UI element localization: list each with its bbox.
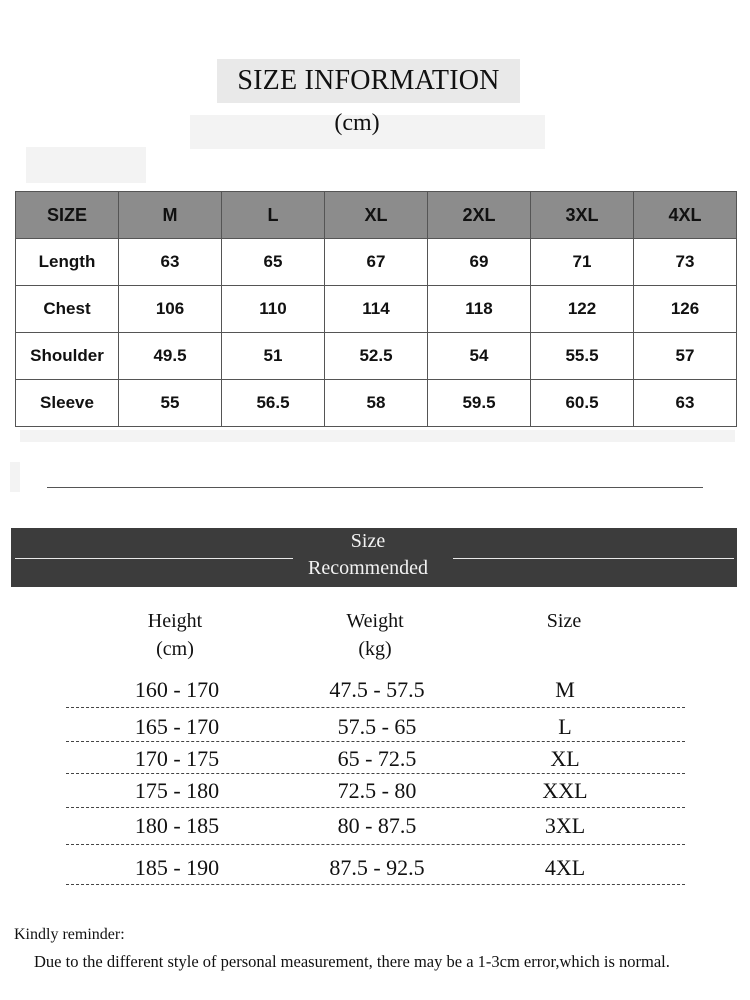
recommended-title-line1: Size	[350, 530, 386, 552]
background-smudge	[10, 462, 20, 492]
height-range: 185 - 190	[134, 855, 220, 880]
row-label: Shoulder	[16, 333, 119, 380]
table-cell: 63	[119, 239, 222, 286]
table-cell: 65	[222, 239, 325, 286]
size-header-label: Size	[546, 610, 582, 632]
table-cell: 73	[634, 239, 737, 286]
banner-rule-left	[15, 558, 293, 559]
recommendation-row	[0, 811, 750, 841]
row-separator	[66, 807, 685, 808]
size-header-row	[16, 192, 737, 239]
column-header: M	[119, 192, 222, 239]
recommendation-row	[0, 776, 750, 806]
row-separator	[66, 707, 685, 708]
unit-label: (cm)	[334, 110, 380, 136]
height-range: 175 - 180	[134, 778, 220, 803]
reminder-label: Kindly reminder:	[14, 926, 125, 943]
table-cell: 55.5	[531, 333, 634, 380]
table-cell: 60.5	[531, 380, 634, 427]
weight-header-unit: (kg)	[358, 638, 392, 660]
table-cell: 63	[634, 380, 737, 427]
background-smudge	[20, 430, 735, 442]
table-cell: 69	[428, 239, 531, 286]
reminder-text: Due to the different style of personal measurement, there may be a 1-3cm error,which is normal.	[34, 952, 670, 971]
weight-column-header	[315, 607, 435, 663]
table-cell: 51	[222, 333, 325, 380]
recommended-title-line2: Recommended	[308, 557, 428, 579]
row-separator	[66, 884, 685, 885]
table-cell: 52.5	[325, 333, 428, 380]
weight-range: 57.5 - 65	[337, 714, 417, 739]
height-range: 165 - 170	[134, 714, 220, 739]
table-cell: 118	[428, 286, 531, 333]
table-cell: 106	[119, 286, 222, 333]
column-header: SIZE	[16, 192, 119, 239]
recommendation-row	[0, 675, 750, 705]
size-value: L	[558, 714, 572, 739]
recommendation-row	[0, 853, 750, 883]
table-row	[16, 380, 737, 427]
table-cell: 56.5	[222, 380, 325, 427]
recommendation-row	[0, 712, 750, 742]
table-row	[16, 286, 737, 333]
background-smudge	[26, 147, 146, 183]
size-value: XXL	[542, 778, 588, 803]
table-row	[16, 239, 737, 286]
recommended-title	[294, 528, 442, 582]
height-range: 160 - 170	[134, 677, 220, 702]
height-header-label: Height	[147, 610, 203, 632]
table-row	[16, 333, 737, 380]
size-value: M	[555, 677, 575, 702]
height-header-unit: (cm)	[156, 638, 194, 660]
table-cell: 59.5	[428, 380, 531, 427]
table-cell: 57	[634, 333, 737, 380]
weight-range: 65 - 72.5	[337, 746, 417, 771]
weight-range: 47.5 - 57.5	[329, 677, 425, 702]
weight-header-label: Weight	[346, 610, 404, 632]
size-value: XL	[550, 746, 580, 771]
size-column-header	[504, 607, 624, 635]
page-title: SIZE INFORMATION	[217, 59, 520, 103]
recommendation-row	[0, 744, 750, 774]
row-separator	[66, 773, 685, 774]
row-separator	[66, 844, 685, 845]
size-value: 3XL	[544, 813, 586, 838]
size-value: 4XL	[544, 855, 586, 880]
height-range: 170 - 175	[134, 746, 220, 771]
section-divider	[47, 487, 703, 488]
column-header: L	[222, 192, 325, 239]
banner-rule-right	[453, 558, 734, 559]
table-cell: 126	[634, 286, 737, 333]
row-label: Length	[16, 239, 119, 286]
weight-range: 72.5 - 80	[337, 778, 417, 803]
column-header: XL	[325, 192, 428, 239]
column-header: 3XL	[531, 192, 634, 239]
height-range: 180 - 185	[134, 813, 220, 838]
height-column-header	[115, 607, 235, 663]
table-cell: 58	[325, 380, 428, 427]
table-cell: 110	[222, 286, 325, 333]
column-header: 4XL	[634, 192, 737, 239]
table-cell: 67	[325, 239, 428, 286]
table-cell: 54	[428, 333, 531, 380]
table-cell: 122	[531, 286, 634, 333]
size-chart-table	[15, 191, 737, 427]
weight-range: 87.5 - 92.5	[329, 855, 425, 880]
column-header: 2XL	[428, 192, 531, 239]
table-cell: 49.5	[119, 333, 222, 380]
table-cell: 71	[531, 239, 634, 286]
table-cell: 55	[119, 380, 222, 427]
row-label: Chest	[16, 286, 119, 333]
row-separator	[66, 741, 685, 742]
weight-range: 80 - 87.5	[337, 813, 417, 838]
table-cell: 114	[325, 286, 428, 333]
row-label: Sleeve	[16, 380, 119, 427]
